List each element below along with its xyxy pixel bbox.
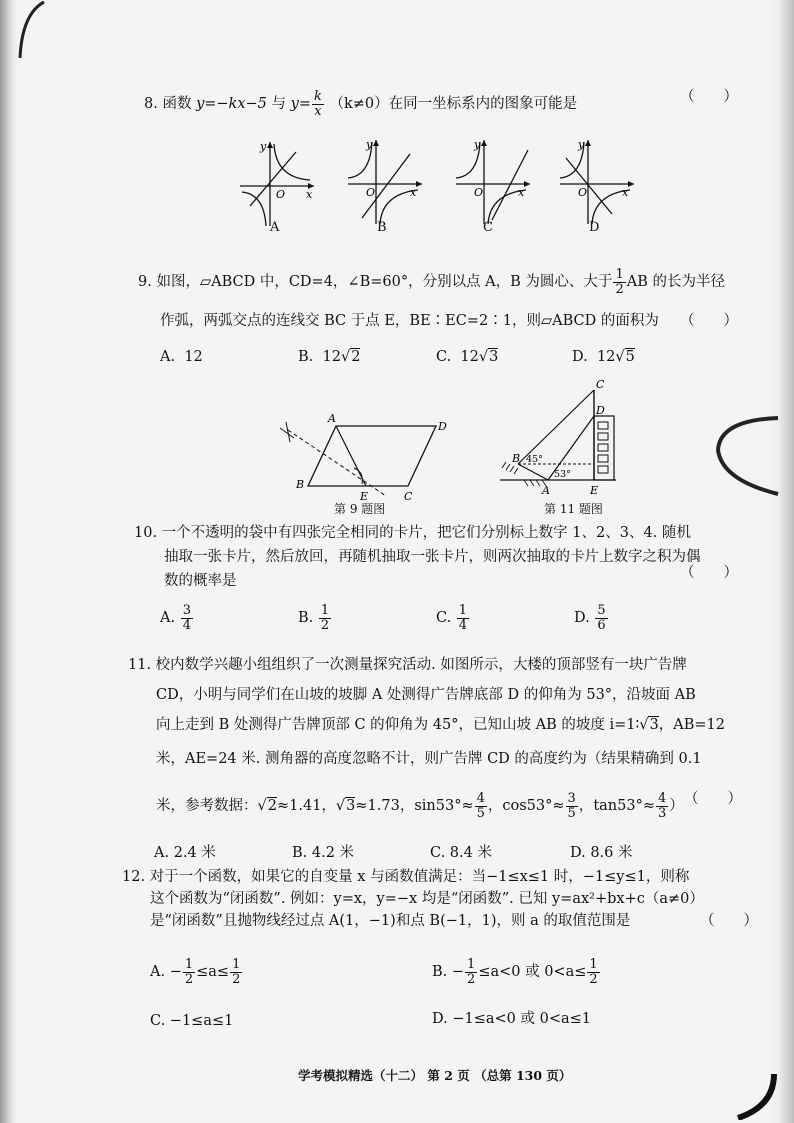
frac-numerator: 1 xyxy=(184,957,194,972)
inequality-text: ≤a<0 或 0<a≤ xyxy=(478,964,587,981)
q11-option-b: B. 4.2 米 xyxy=(292,845,355,861)
q8-option-b-label: B xyxy=(377,220,387,235)
q9-option-a xyxy=(160,350,203,365)
option-value: 12 xyxy=(184,349,203,365)
option-fraction xyxy=(230,958,242,986)
inequality-text: ≤a≤ xyxy=(196,964,230,981)
q12-stem-line2: 这个函数为“闭函数”. 例如：y=x，y=−x 均是“闭函数”. 已知 y=ax²+bx+c（a≠0） xyxy=(150,891,704,907)
frac-numerator: 4 xyxy=(658,791,667,806)
minus-sign: − xyxy=(451,964,465,981)
q11-sqrt3-sin: ≈1.73，sin53°≈ xyxy=(355,798,474,815)
q11-stem-line4: 米，AE=24 米. 测角器的高度忽略不计，则广告牌 CD 的高度约为（结果精确到 0.1 xyxy=(156,751,702,767)
q8-condition: （k≠0）在同一坐标系内的图象可能是 xyxy=(329,96,578,113)
option-letter: B. xyxy=(298,349,314,365)
option-fraction xyxy=(465,958,477,986)
frac-denominator: 2 xyxy=(589,971,598,987)
frac-numerator: 1 xyxy=(458,603,468,618)
q11-ref-label: 米，参考数据： xyxy=(156,798,258,815)
q11-figure-building xyxy=(496,376,626,500)
q9-label-d: D xyxy=(438,420,447,433)
q12-option-c: C. −1≤a≤1 xyxy=(150,1013,234,1029)
option-fraction xyxy=(319,604,331,632)
svg-text:x: x xyxy=(306,188,313,201)
radicand: 3 xyxy=(489,349,499,365)
q10-option-c xyxy=(436,604,470,632)
option-letter: B. xyxy=(432,964,448,981)
option-value: 12 xyxy=(596,349,616,365)
q12-answer-bracket: （ ） xyxy=(700,913,758,929)
frac-denominator: 2 xyxy=(184,971,194,987)
frac-numerator: 1 xyxy=(320,603,330,618)
q11-option-a: A. 2.4 米 xyxy=(154,845,216,861)
frac-numerator: 3 xyxy=(182,603,191,618)
minus-sign: − xyxy=(169,964,182,981)
q8-graph-d xyxy=(556,136,638,228)
option-letter: C. xyxy=(436,610,452,627)
q9-text-b: AB 的长为半径 xyxy=(626,274,725,291)
frac-numerator: 1 xyxy=(615,267,624,282)
q9-option-d: D. 12√5 xyxy=(572,349,635,365)
q9-stem-line2: 作弧，两弧交点的连线交 BC 于点 E，BE∶EC=2∶1，则▱ABCD 的面积为 xyxy=(160,313,659,329)
svg-text:O: O xyxy=(578,186,588,199)
q9-label-e: E xyxy=(360,490,369,500)
option-fraction xyxy=(181,604,193,632)
q10-stem-line2: 抽取一张卡片，然后放回，再随机抽取一张卡片，则两次抽取的卡片上数字之积为偶 xyxy=(164,549,701,565)
frac-denominator: 2 xyxy=(467,971,476,987)
q10-stem-line1 xyxy=(134,526,691,541)
svg-text:y: y xyxy=(366,138,373,151)
option-fraction xyxy=(587,958,599,986)
frac-numerator: 1 xyxy=(232,957,241,972)
q12-stem-line1 xyxy=(122,870,689,885)
option-value: 12 xyxy=(460,349,479,365)
page-footer: 学考模拟精选（十二） 第 2 页 （总第 130 页） xyxy=(298,1068,572,1083)
radicand: 3 xyxy=(649,717,659,733)
radicand: 5 xyxy=(625,349,635,365)
q10-stem-line3: 数的概率是 xyxy=(164,573,237,589)
q11-stem-line2: CD，小明与同学们在山坡的坡脚 A 处测得广告牌底部 D 的仰角为 53°，沿坡面 AB xyxy=(156,687,696,703)
frac-denominator: 6 xyxy=(597,617,606,633)
q11-sin-fraction xyxy=(475,792,487,820)
q9-option-b: B. 12√2 xyxy=(298,349,361,365)
q8-fraction xyxy=(312,90,324,118)
frac-denominator: 2 xyxy=(232,971,241,987)
option-letter: A. xyxy=(160,610,176,627)
frac-denominator: 4 xyxy=(458,617,468,633)
q11-label-b: B xyxy=(512,452,521,465)
svg-text:y: y xyxy=(474,138,481,151)
q12-option-a xyxy=(150,958,243,986)
frac-denominator: 5 xyxy=(476,805,485,821)
q11-label-a: A xyxy=(542,484,550,497)
q11-stem-line5: 米，参考数据：√2≈1.41，√3≈1.73，sin53°≈ $\frac{4}{5}$ ，cos53°≈ $\frac{3}{5}$ ，tan53°≈ $\frac{4}{3}$ ） xyxy=(156,791,684,821)
q11-cos-label: ，cos53°≈ xyxy=(487,798,565,815)
radicand: 2 xyxy=(351,349,361,365)
q11-sqrt2-value: ≈1.41， xyxy=(276,798,336,815)
q11-label-e: E xyxy=(590,484,599,497)
option-letter: B. xyxy=(298,610,314,627)
q12-stem-line3: 是“闭函数”且抛物线经过点 A(1，−1)和点 B(−1，1)，则 a 的取值范围是 xyxy=(150,913,631,929)
q11-figure-caption: 第 11 题图 xyxy=(544,502,603,516)
option-letter: D. xyxy=(574,610,590,627)
radicand: 3 xyxy=(346,798,356,815)
q11-angle-45: 45° xyxy=(526,454,543,465)
q8-number: 8. xyxy=(144,96,158,113)
q12-number: 12. xyxy=(122,869,146,885)
q10-option-a xyxy=(160,604,194,632)
q11-answer-bracket: （ ） xyxy=(684,791,742,807)
option-fraction xyxy=(183,958,195,986)
q10-option-d xyxy=(574,604,609,632)
svg-text:x: x xyxy=(622,186,629,199)
option-fraction xyxy=(457,604,469,632)
q12-option-b xyxy=(432,958,601,986)
frac-denominator: x xyxy=(314,103,322,119)
q10-option-b xyxy=(298,604,332,632)
q8-func2: y= xyxy=(290,96,311,113)
q9-label-b: B xyxy=(296,478,305,491)
q11-label-c: C xyxy=(596,378,605,391)
frac-denominator: 4 xyxy=(182,617,191,633)
option-fraction xyxy=(595,604,607,632)
q12-text-1: 对于一个函数，如果它的自变量 x 与函数值满足：当−1≤x≤1 时，−1≤y≤1，则称 xyxy=(149,869,690,885)
svg-text:y: y xyxy=(260,140,267,153)
q8-option-a-label: A xyxy=(270,220,280,235)
q9-label-a: A xyxy=(328,412,336,425)
scan-corner-mark xyxy=(14,0,54,60)
frac-denominator: 5 xyxy=(567,805,576,821)
q8-stem xyxy=(144,90,577,118)
q9-answer-bracket: （ ） xyxy=(680,313,738,329)
frac-denominator: 2 xyxy=(320,617,330,633)
q9-figure-caption: 第 9 题图 xyxy=(334,502,386,516)
q11-number: 11. xyxy=(128,657,152,673)
q11-text-3a: 向上走到 B 处测得广告牌顶部 C 的仰角为 45°，已知山坡 AB 的坡度 i=1∶ xyxy=(156,717,640,733)
scan-left-edge xyxy=(0,0,18,1123)
frac-numerator: 3 xyxy=(567,791,576,806)
frac-denominator: 3 xyxy=(658,805,667,821)
frac-denominator: 2 xyxy=(615,281,624,297)
q8-graph-c xyxy=(452,136,534,228)
option-letter: A. xyxy=(150,964,166,981)
frac-numerator: 1 xyxy=(467,957,476,972)
q11-option-d: D. 8.6 米 xyxy=(570,845,633,861)
q8-graph-b xyxy=(344,136,426,228)
q9-stem-line1 xyxy=(138,268,725,296)
option-letter: D. xyxy=(572,349,588,365)
svg-text:O: O xyxy=(366,186,376,199)
q12-option-d: D. −1≤a<0 或 0<a≤1 xyxy=(432,1011,591,1027)
radicand: 2 xyxy=(267,798,277,815)
svg-text:x: x xyxy=(518,186,525,199)
option-value: 12 xyxy=(322,349,341,365)
svg-text:O: O xyxy=(276,188,286,201)
q11-label-d: D xyxy=(596,404,605,417)
q8-text-pre: 函数 xyxy=(162,96,192,113)
q9-label-c: C xyxy=(404,490,413,500)
q11-option-c: C. 8.4 米 xyxy=(430,845,492,861)
svg-text:x: x xyxy=(410,186,417,199)
frac-numerator: 1 xyxy=(589,957,598,972)
q11-close-paren: ） xyxy=(669,798,684,815)
svg-text:O: O xyxy=(474,186,484,199)
option-letter: C. xyxy=(436,349,452,365)
q11-angle-53: 53° xyxy=(554,469,571,480)
q11-text-3b: ，AB=12 xyxy=(658,717,725,733)
q8-answer-bracket: （ ） xyxy=(680,89,738,105)
q8-func1: y=−kx−5 xyxy=(196,96,267,113)
q11-text-1: 校内数学兴趣小组组织了一次测量探究活动. 如图所示，大楼的顶部竖有一块广告牌 xyxy=(155,657,687,673)
q11-tan-fraction xyxy=(656,792,668,820)
q11-tan-label: ，tan53°≈ xyxy=(578,798,655,815)
q8-text-mid: 与 xyxy=(271,96,287,113)
q10-number: 10. xyxy=(134,525,158,541)
scan-corner-mark-bottom xyxy=(730,1070,780,1120)
q10-text-1: 一个不透明的袋中有四张完全相同的卡片，把它们分别标上数字 1、2、3、4. 随机 xyxy=(161,525,691,541)
scan-right-edge xyxy=(772,0,794,1123)
q9-half-fraction xyxy=(613,268,625,296)
q9-number: 9. xyxy=(138,274,152,291)
q9-text-a: 如图，▱ABCD 中，CD=4，∠B=60°，分别以点 A，B 为圆心、大于 xyxy=(156,274,613,291)
q8-option-d-label: D xyxy=(589,220,600,235)
scan-binding-curve xyxy=(700,410,780,500)
q11-stem-line1 xyxy=(128,658,687,673)
option-letter: A. xyxy=(160,349,176,365)
q10-answer-bracket: （ ） xyxy=(680,565,738,581)
frac-numerator: 4 xyxy=(476,791,485,806)
q11-cos-fraction xyxy=(566,792,578,820)
q11-stem-line3: 向上走到 B 处测得广告牌顶部 C 的仰角为 45°，已知山坡 AB 的坡度 i=1∶√3，AB=12 xyxy=(156,717,725,733)
frac-numerator: k xyxy=(313,89,322,104)
q8-option-c-label: C xyxy=(483,220,493,235)
frac-numerator: 5 xyxy=(597,603,606,618)
svg-text:y: y xyxy=(578,138,585,151)
q8-graph-a xyxy=(236,138,318,230)
q9-option-c: C. 12√3 xyxy=(436,349,499,365)
q9-figure-parallelogram xyxy=(276,408,456,500)
